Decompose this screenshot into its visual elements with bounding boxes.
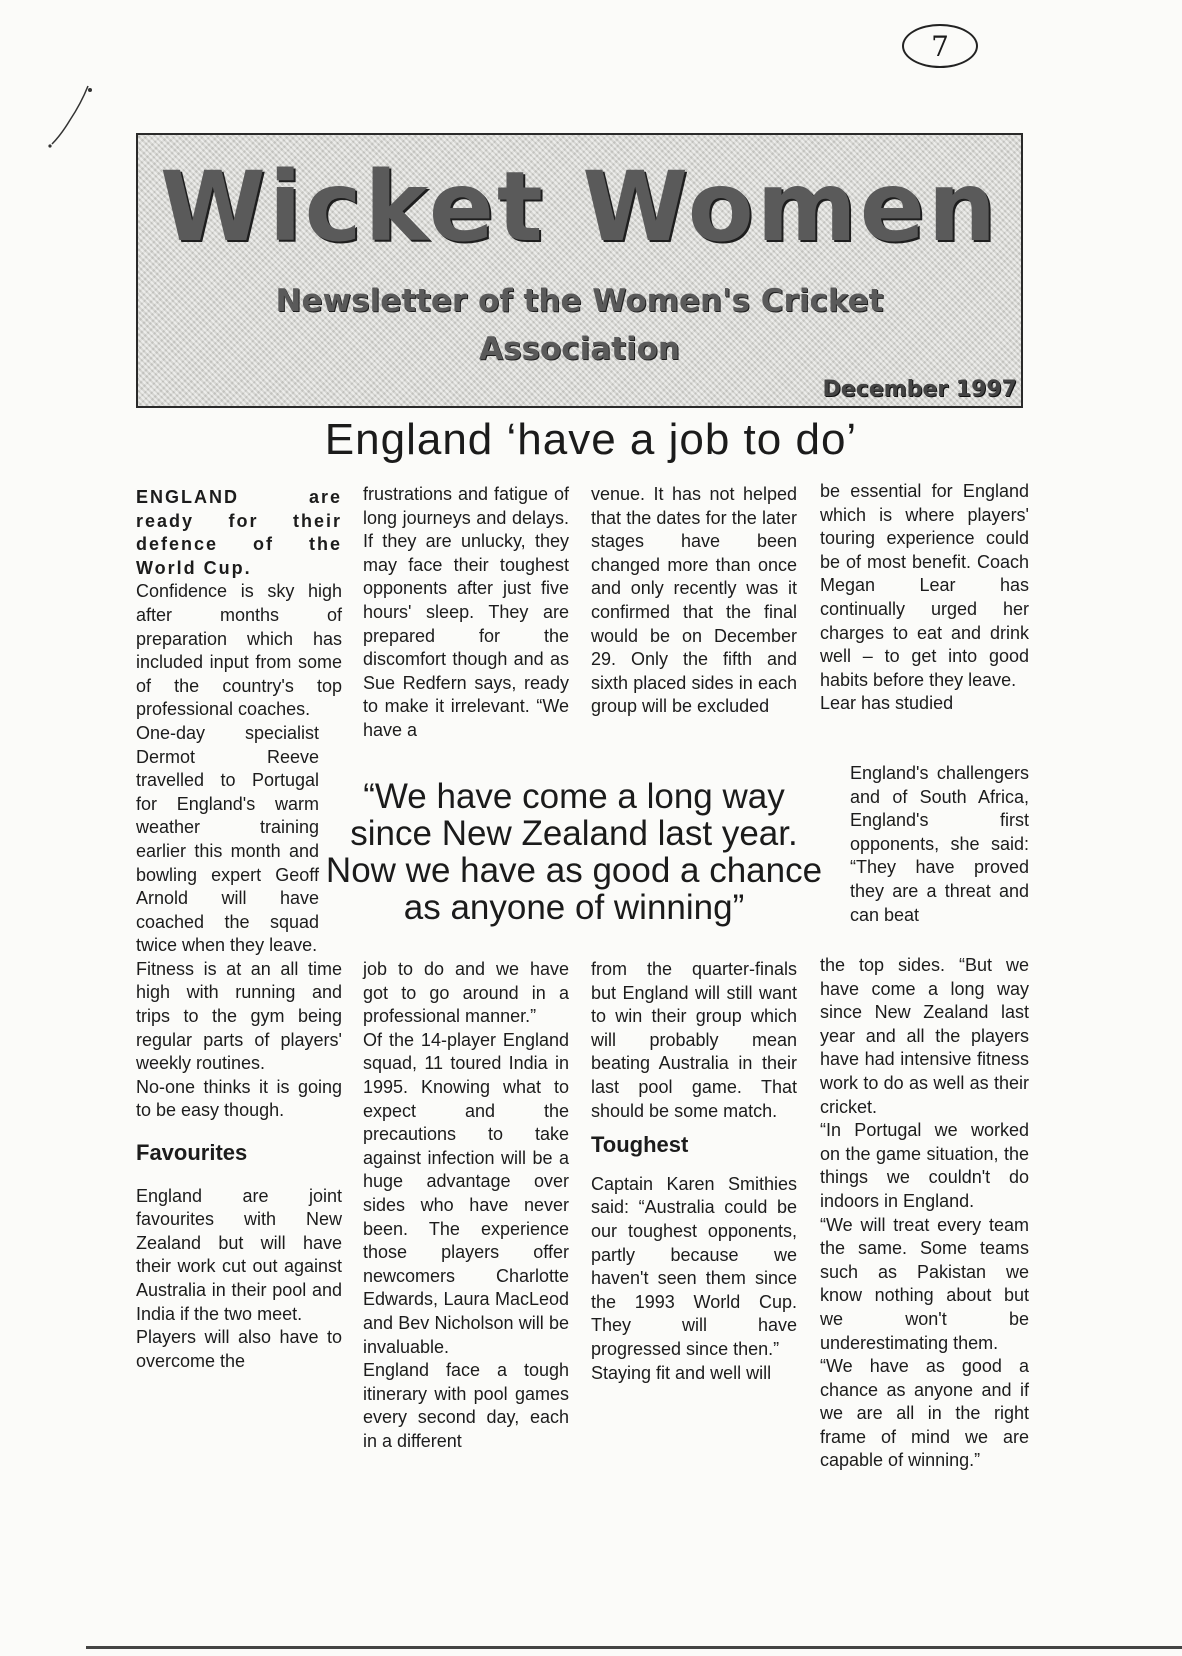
page-number: 7 (902, 24, 978, 68)
article-paragraph: England face a tough itinerary with pool games every second day, each in a different (363, 1360, 569, 1451)
intro-paragraph: ENGLAND are ready for their defence of the World Cup. (136, 487, 342, 578)
pen-mark-icon (44, 80, 94, 150)
article-paragraph: Fitness is at an all time high with running and trips to the gym being regular parts of players' weekly routines. (136, 958, 342, 1074)
article-paragraph: be essential for England which is where players' touring experience could be of most benefit. Coach Megan Lear has continually urged her charges to eat and drink well – to get into good habits before they leave. (820, 481, 1029, 690)
article-paragraph: Staying fit and well will (591, 1362, 772, 1383)
column-4-bottom (820, 954, 1029, 1473)
column-4-top (820, 480, 1029, 716)
column-3-bottom (591, 958, 797, 1385)
column-3-top (591, 483, 797, 719)
article-paragraph: England are joint favourites with New Zealand but will have their work cut out against Australia in their pool and India if the two meet. (136, 1185, 342, 1324)
column-4-mid (850, 762, 1029, 927)
article-paragraph: “We will treat every team the same. Some teams such as Pakistan we know nothing about but we won't be underestimating them. (820, 1214, 1029, 1353)
article-paragraph: Lear has studied (820, 693, 954, 714)
subheading-toughest: Toughest (591, 1132, 689, 1158)
article-paragraph: “We have as good a chance as anyone and if we are all in the right frame of mind we are capable of winning.” (820, 1356, 1029, 1471)
article-paragraph: Players will also have to overcome the (136, 1327, 342, 1371)
article-paragraph: job to do and we have got to go around in a professional manner.” (363, 959, 569, 1027)
article-paragraph: No-one thinks it is going to be easy though. (136, 1076, 342, 1121)
pull-quote: “We have come a long way since New Zealand last year. Now we have as good a chance as anyone of winning” (325, 777, 823, 927)
article-paragraph: England's challengers and of South Africa, England's first opponents, she said: “They have proved they are a threat and can beat (850, 763, 1029, 925)
masthead-title: Wicket Women (159, 151, 1000, 263)
subheading-favourites: Favourites (136, 1140, 248, 1166)
issue-date: December 1997 (822, 377, 1017, 402)
article-paragraph: Of the 14-player England squad, 11 toured India in 1995. Knowing what to expect and the precautions to take against infection will be a huge advantage over sides who have never been. The experience those players offer newcomers Charlotte Edwards, Laura MacLeod and Bev Nicholson will be invaluable. (363, 1029, 569, 1357)
article-paragraph: One-day specialist Dermot Reeve travelled to Portugal for England's warm weather training earlier this month and bowling expert Geoff Arnold will have coached the squad twice when they leave. (136, 722, 319, 956)
bottom-rule (86, 1646, 1182, 1649)
article-paragraph: the top sides. “But we have come a long way since New Zealand last year and all the players have had intensive fitness work to do as well as their cricket. (820, 955, 1029, 1117)
article-paragraph: “In Portugal we worked on the game situation, the things we couldn't do indoors in England. (820, 1120, 1029, 1211)
masthead (136, 133, 1023, 408)
article-paragraph: frustrations and fatigue of long journeys and delays. If they are unlucky, they may face their toughest opponents after just five hours' sleep. They are prepared for the discomfort though and as Sue Redfern says, ready to make it irrelevant. “We have a (363, 484, 569, 740)
article-paragraph: venue. It has not helped that the dates for the later stages have been changed more than once and only recently was it confirmed that the final would be on December 29. Only the fifth and sixth placed sides in each group will be excluded (591, 484, 797, 717)
column-1 (136, 486, 342, 1373)
article-paragraph: from the quarter-finals but England will still want to win their group which will probably mean beating Australia in their last pool game. That should be some match. (591, 959, 797, 1121)
column-2-top (363, 483, 569, 743)
column-2-bottom (363, 958, 569, 1453)
article-paragraph: Captain Karen Smithies said: “Australia could be our toughest opponents, partly because we haven't seen them since the 1993 World Cup. They will have progressed since then.” (591, 1173, 797, 1359)
masthead-subtitle: Newsletter of the Women's Cricket Association (275, 283, 884, 367)
article-paragraph: Confidence is sky high after months of preparation which has included input from some of the country's top professional coaches. (136, 581, 342, 720)
headline: England ‘have a job to do’ (324, 415, 858, 464)
